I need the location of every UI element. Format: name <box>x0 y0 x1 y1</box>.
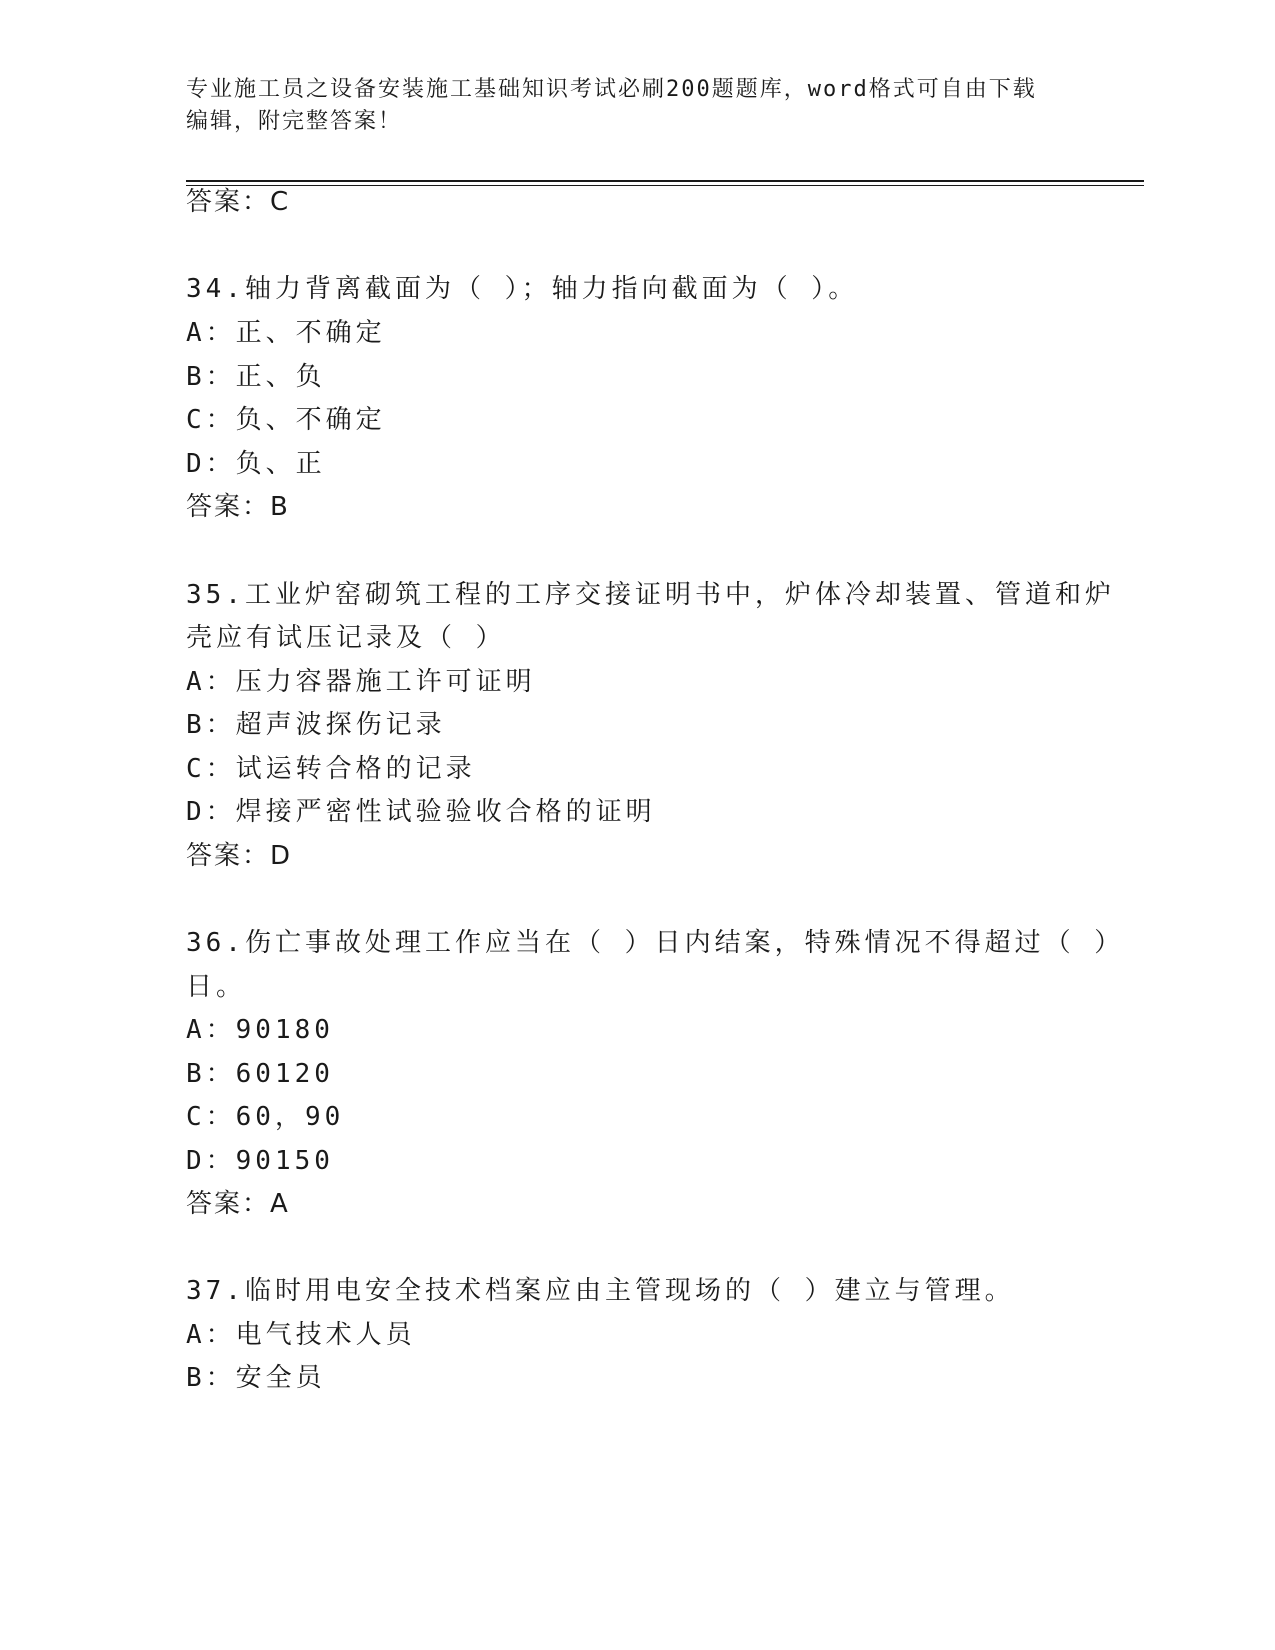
option-d: D：90150 <box>186 1146 334 1176</box>
header-line-1: 专业施工员之设备安装施工基础知识考试必刷200题题库，word格式可自由下载 <box>186 77 1037 102</box>
header-divider-thin <box>186 185 1144 186</box>
question-stem: 34.轴力背离截面为（ ）；轴力指向截面为（ ）。 <box>186 274 859 304</box>
option-c: C：负、不确定 <box>186 405 386 435</box>
option-d: D：负、正 <box>186 449 326 479</box>
option-b: B：60120 <box>186 1059 334 1089</box>
option-c: C：试运转合格的记录 <box>186 754 476 784</box>
question-stem-continued: 壳应有试压记录及（ ） <box>186 623 506 653</box>
option-b: B：超声波探伤记录 <box>186 710 446 740</box>
option-c: C：60，90 <box>186 1102 345 1132</box>
option-a: A：压力容器施工许可证明 <box>186 667 536 697</box>
question-stem: 36.伤亡事故处理工作应当在（ ）日内结案，特殊情况不得超过（ ） <box>186 928 1125 958</box>
answer-line: 答案：A <box>186 1189 290 1219</box>
option-a: A：正、不确定 <box>186 318 386 348</box>
document-header <box>186 74 1066 138</box>
answer-line: 答案：D <box>186 841 293 871</box>
option-b: B：正、负 <box>186 362 326 392</box>
option-d: D：焊接严密性试验验收合格的证明 <box>186 797 656 827</box>
header-divider-thick <box>186 180 1144 182</box>
option-b: B：安全员 <box>186 1363 326 1393</box>
answer-line: 答案：B <box>186 492 290 522</box>
question-stem-continued: 日。 <box>186 972 247 1002</box>
answer-line: 答案：C <box>186 187 291 217</box>
header-line-2: 编辑，附完整答案！ <box>186 109 403 134</box>
question-stem: 35.工业炉窑砌筑工程的工序交接证明书中，炉体冷却装置、管道和炉 <box>186 580 1115 610</box>
option-a: A：90180 <box>186 1015 334 1045</box>
question-stem: 37.临时用电安全技术档案应由主管现场的（ ）建立与管理。 <box>186 1276 1015 1306</box>
option-a: A：电气技术人员 <box>186 1320 416 1350</box>
